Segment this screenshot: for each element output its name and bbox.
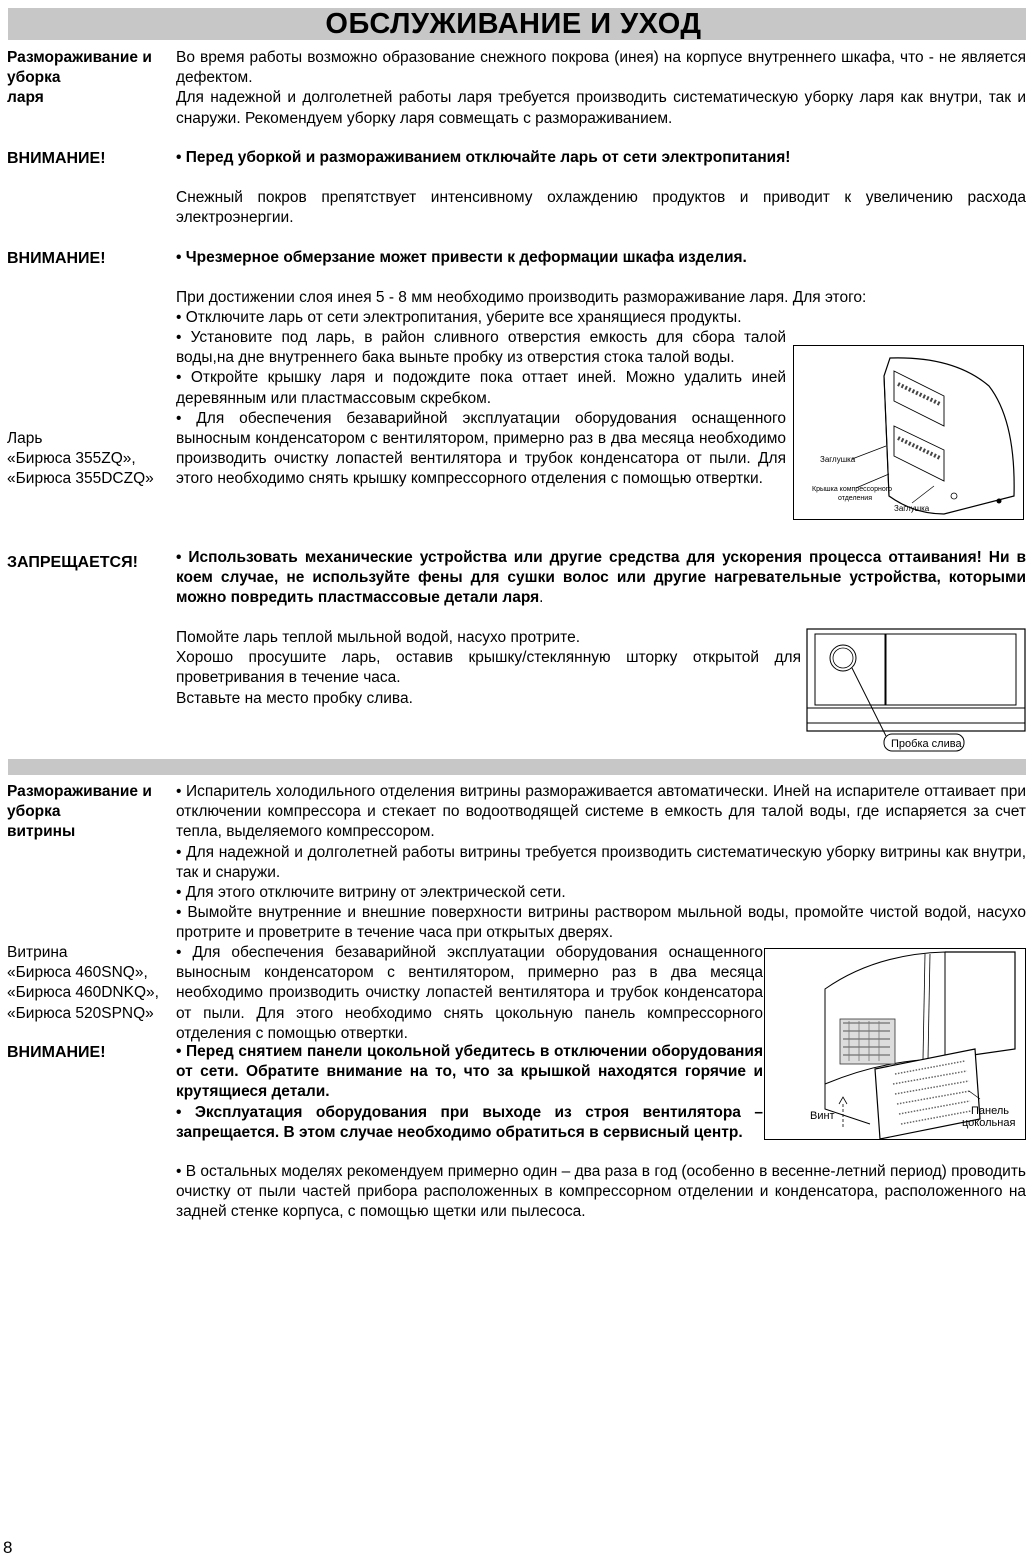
plinth-panel-figure	[764, 948, 1026, 1140]
panel-label-2: цокольная	[962, 1117, 1016, 1129]
section1-side-label	[7, 48, 167, 109]
cover-label-2: отделения	[838, 495, 873, 502]
model-line: Ларь	[7, 430, 43, 447]
drain-plug-label: Пробка слива	[891, 738, 962, 750]
side-label-line: витрины	[7, 823, 76, 841]
forbidden-text	[176, 548, 1026, 609]
side-label-line: уборка	[7, 69, 61, 87]
showcase-warnings	[176, 1042, 763, 1143]
drain-plug-drawing	[806, 628, 1026, 754]
side-label-line: Размораживание и	[7, 783, 152, 800]
wash-instructions	[176, 628, 801, 709]
paragraph: Для надежной и долголетней работы ларя требуется производить систематическую уборку ларя как внутри, так и снаружи. Рекомендуем уборку ларя совмещать с размораживанием.	[176, 89, 1026, 127]
model-line: Витрина	[7, 944, 68, 961]
warning1-text: • Перед уборкой и размораживанием отключайте ларь от сети электропитания!	[176, 149, 791, 166]
wash-line: Вставьте на место пробку слива.	[176, 689, 413, 707]
defrost-intro: При достижении слоя инея 5 - 8 мм необходимо производить размораживание ларя. Для этого:	[176, 289, 867, 306]
cover-label: Крышка компрессорного	[812, 486, 893, 493]
snow-paragraph: Снежный покров препятствует интенсивному охлаждению продуктов и приводит к увеличению расхода электроэнергии.	[176, 189, 1026, 227]
warning2-label: ВНИМАНИЕ!	[7, 250, 106, 267]
defrost-step-1: • Отключите ларь от сети электропитания, уберите все хранящиеся продукты.	[176, 309, 742, 326]
page-number: 8	[3, 1538, 13, 1557]
warning2-text: • Чрезмерное обмерзание может привести к деформации шкафа изделия.	[176, 249, 747, 266]
screw-label: Винт	[810, 1110, 835, 1122]
drain-plug-figure	[806, 628, 1026, 754]
paragraph: Во время работы возможно образование снежного покрова (инея) на корпусе внутреннего шкафа, что - не является дефектом.	[176, 49, 1026, 87]
model-line: «Бирюса 460DNKQ»,	[7, 984, 159, 1002]
section2-paragraphs	[176, 782, 1026, 944]
wash-line: Помойте ларь теплой мыльной водой, насухо протрите.	[176, 629, 580, 646]
defrost-steps	[176, 328, 786, 490]
plinth-panel-drawing	[765, 949, 1025, 1139]
side-label-line: Размораживание и	[7, 49, 152, 66]
defrost-step-3: • Откройте крышку ларя и подождите пока оттает иней. Можно удалить иней деревянным или пластмассовым скребком.	[176, 369, 786, 407]
section-divider	[8, 759, 1026, 775]
plug-top-label: Заглушка	[820, 455, 856, 464]
model-line: «Бирюса 355ZQ»,	[7, 450, 136, 468]
paragraph: • Испаритель холодильного отделения витрины размораживается автоматически. Иней на испарителе оттаивает при отключении компрессора и стекает по водоотводящей системе в емкость для талой воды, где испаряется за счет тепла, выделяемого компрессором.	[176, 783, 1026, 841]
warning1-label: ВНИМАНИЕ!	[7, 150, 106, 167]
showcase-warning-label: ВНИМАНИЕ!	[7, 1044, 106, 1061]
showcase-condenser-text: • Для обеспечения безаварийной эксплуатации оборудования оснащенного выносным конденсатором с вентилятором, примерно раз в два месяца необходимо производить очистку лопастей вентилятора и трубок конденсатора от пыли. Для этого необходимо снять цокольную панель компрессорного отделения с помощью отвертки.	[176, 944, 763, 1042]
model-line: «Бирюса 520SPNQ»	[7, 1004, 154, 1022]
section1-intro	[176, 48, 1026, 129]
section2-side-label	[7, 782, 167, 843]
warning-paragraph: • Эксплуатация оборудования при выходе из строя вентилятора – запрещается. В этом случае необходимо обратиться в сервисный центр.	[176, 1103, 763, 1141]
forbidden-label: ЗАПРЕЩАЕТСЯ!	[7, 554, 138, 571]
defrost-step-4: • Для обеспечения безаварийной эксплуатации оборудования оснащенного выносным конденсатором с вентилятором, примерно раз в два месяца необходимо производить очистку лопастей вентилятора и трубок конденсатора от пыли. Для этого необходимо снять крышку компрессорного отделения с помощью отвертки.	[176, 409, 786, 488]
page-title: ОБСЛУЖИВАНИЕ И УХОД	[325, 8, 702, 40]
wash-line: Хорошо просушите ларь, оставив крышку/стеклянную шторку открытой для проветривания в течение часа.	[176, 649, 801, 687]
forbidden-text-bold: • Использовать механические устройства или другие средства для ускорения процесса оттаивания! Ни в коем случае, не используйте фены для сушки волос или другие нагревательные устройства, которыми можно повредить пластмассовые детали ларя	[176, 549, 1026, 607]
model-line: «Бирюса 460SNQ»,	[7, 964, 148, 982]
other-models-paragraph: • В остальных моделях рекомендуем примерно один – два раза в год (особенно в весенне-летний период) проводить очистку от пыли частей прибора расположенных в компрессорном отделении и конденсатора, расположенного на задней стенке корпуса, с помощью щетки или пылесоса.	[176, 1163, 1026, 1221]
chest-compressor-figure	[793, 345, 1024, 520]
paragraph: • Вымойте внутренние и внешние поверхности витрины раствором мыльной воды, промойте чистой водой, насухо протрите и проветрите в течение часа при открытых дверях.	[176, 904, 1026, 942]
plug-bottom-label: Заглушка	[894, 504, 930, 513]
forbidden-text-dot: .	[539, 589, 544, 607]
showcase-model-label	[7, 943, 167, 1024]
chest-model-label	[7, 429, 167, 490]
side-label-line: ларя	[7, 89, 44, 107]
defrost-step-2: • Установите под ларь, в район сливного отверстия емкость для сбора талой воды,на дне внутреннего бака выньте пробку из отверстия стока талой воды.	[176, 329, 786, 367]
warning-paragraph: • Перед снятием панели цокольной убедитесь в отключении оборудования от сети. Обратите внимание на то, что за крышкой находятся горячие и крутящиеся детали.	[176, 1043, 763, 1101]
paragraph: • Для этого отключите витрину от электрической сети.	[176, 884, 566, 902]
chest-compressor-drawing	[794, 346, 1023, 519]
model-line: «Бирюса 355DCZQ»	[7, 470, 154, 488]
paragraph: • Для надежной и долголетней работы витрины требуется производить систематическую уборку витрины как внутри, так и снаружи.	[176, 843, 1026, 881]
panel-label: Панель	[971, 1105, 1010, 1117]
side-label-line: уборка	[7, 803, 61, 821]
